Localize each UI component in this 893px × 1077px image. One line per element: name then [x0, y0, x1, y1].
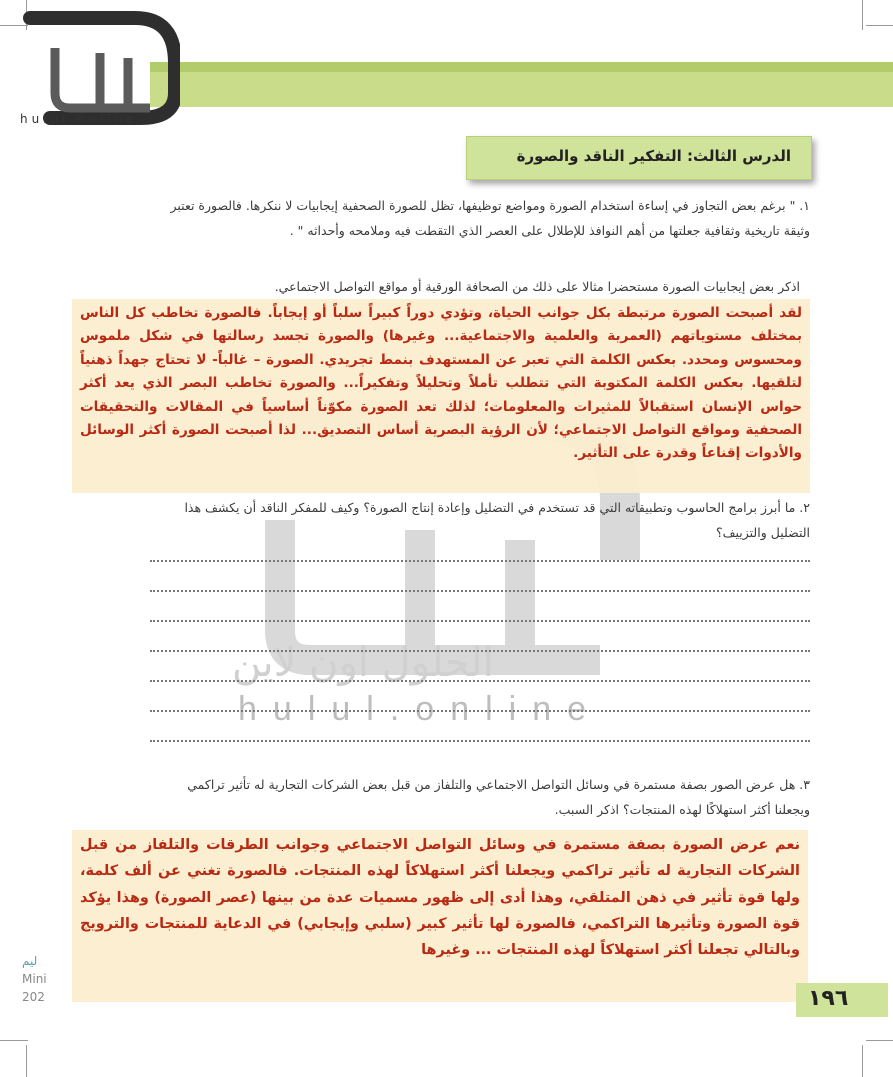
answer-line: [150, 680, 810, 682]
crop-mark: [862, 0, 863, 30]
answer-line: [150, 560, 810, 562]
answer-line: [150, 740, 810, 742]
crop-mark: [26, 1045, 27, 1077]
crop-mark: [0, 1040, 28, 1041]
lesson-title: الدرس الثالث: التفكير الناقد والصورة: [516, 147, 791, 165]
logo-tagline: hulul.online: [20, 112, 138, 126]
answer-3: نعم عرض الصورة بصفة مستمرة في وسائل التواصل الاجتماعي وجوانب الطرقات والتلفاز من قبل الشركات التجارية له تأثير تراكمي ويجعلنا أكثر استهلاكاً لهذه المنتجات. فالصورة تغني عن ألف كلمة، ولها قوة تأثير في ذهن المتلقي، وهذا أدى إلى ظهور مسميات عدة من بينها (عصر الصورة) وهذا يؤكد قوة الصورة وتأثيرها التراكمي، فالصورة لها تأثير كبير (سلبي وإيجابي) في الدعاية للمنتجات والترويج وبالتالي تجعلنا أكثر استهلاكاً لهذه المنتجات ... وغيرها: [72, 830, 808, 1002]
crop-mark: [866, 1040, 893, 1041]
watermark-tagline-ar: الحلول اون لاين: [232, 640, 494, 686]
hulul-logo-icon: [10, 8, 180, 126]
question-2: ٢. ما أبرز برامج الحاسوب وتطبيقاته التي قد تستخدم في التضليل وإعادة إنتاج الصورة؟ وكيف للمفكر الناقد أن يكشف هذا التضليل والتزييف؟: [184, 500, 810, 540]
header-band-stripe: [150, 62, 893, 72]
footer-line: 202: [22, 990, 45, 1004]
question-3: ٣. هل عرض الصور بصفة مستمرة في وسائل التواصل الاجتماعي والتلفاز من قبل بعض الشركات التجارية له تأثير تراكمي ويجعلنا أكثر استهلاكًا لهذه المنتجات؟ اذكر السبب.: [187, 777, 810, 817]
footer-ministry-text: [22, 952, 74, 1006]
footer-line: ليم: [22, 954, 38, 968]
answer-line: [150, 590, 810, 592]
answer-line: [150, 710, 810, 712]
answer-lines: [150, 560, 810, 770]
watermark-site: hulul.online: [238, 690, 603, 728]
answer-1: لقد أصبحت الصورة مرتبطة بكل جوانب الحياة، وتؤدي دوراً كبيراً سلباً أو إيجاباً. فالصورة تخاطب كل الناس بمختلف مستوياتهم (العمرية والعلمية والاجتماعية... وغيرها) والصورة تجسد رسالتها في شكل ملموس ومحسوس ومحدد. بعكس الكلمة التي تعبر عن المستهدف بنمط تجريدي. الصورة – غالباً- لا تحتاج جهداً ذهنياً لتلقيها. بعكس الكلمة المكتوبة التي تتطلب تأملاً وتحليلاً وتفكيراً... والصورة تخاطب البصر الذي يعد أكثر حواس الإنسان استقبالاً للمثيرات والمعلومات؛ لذلك تعد الصورة مكوّناً أساسياً في المقالات والتحقيقات الصحفية ومواقع التواصل الاجتماعي؛ لأن الرؤية البصرية أساس التصديق... لذا أصبحت الصورة أكثر الوسائل والأدوات إقناعاً وقدرة على التأثير.: [72, 299, 810, 493]
page-number-badge: [796, 983, 888, 1017]
answer-line: [150, 650, 810, 652]
footer-line: Mini: [22, 972, 47, 986]
lesson-title-banner: [466, 136, 812, 180]
answer-line: [150, 620, 810, 622]
hulul-logo: [10, 8, 180, 126]
page-number: ١٩٦: [808, 986, 849, 1011]
question-1-prompt: اذكر بعض إيجابيات الصورة مستحضرا مثالا على ذلك من الصحافة الورقية أو مواقع التواصل الاجتماعي.: [274, 279, 800, 294]
question-1: ١. " برغم بعض التجاوز في إساءة استخدام الصورة ومواضع توظيفها، تظل للصورة الصحفية إيجابيات لا ننكرها. فالصورة تعتبر وثيقة تاريخية وثقافية جعلتها من أهم النوافذ للإطلال على العصر الذي التقطت فيه وملامحه وأحداثه " .: [170, 198, 810, 238]
crop-mark: [862, 1045, 863, 1077]
crop-mark: [866, 25, 893, 26]
